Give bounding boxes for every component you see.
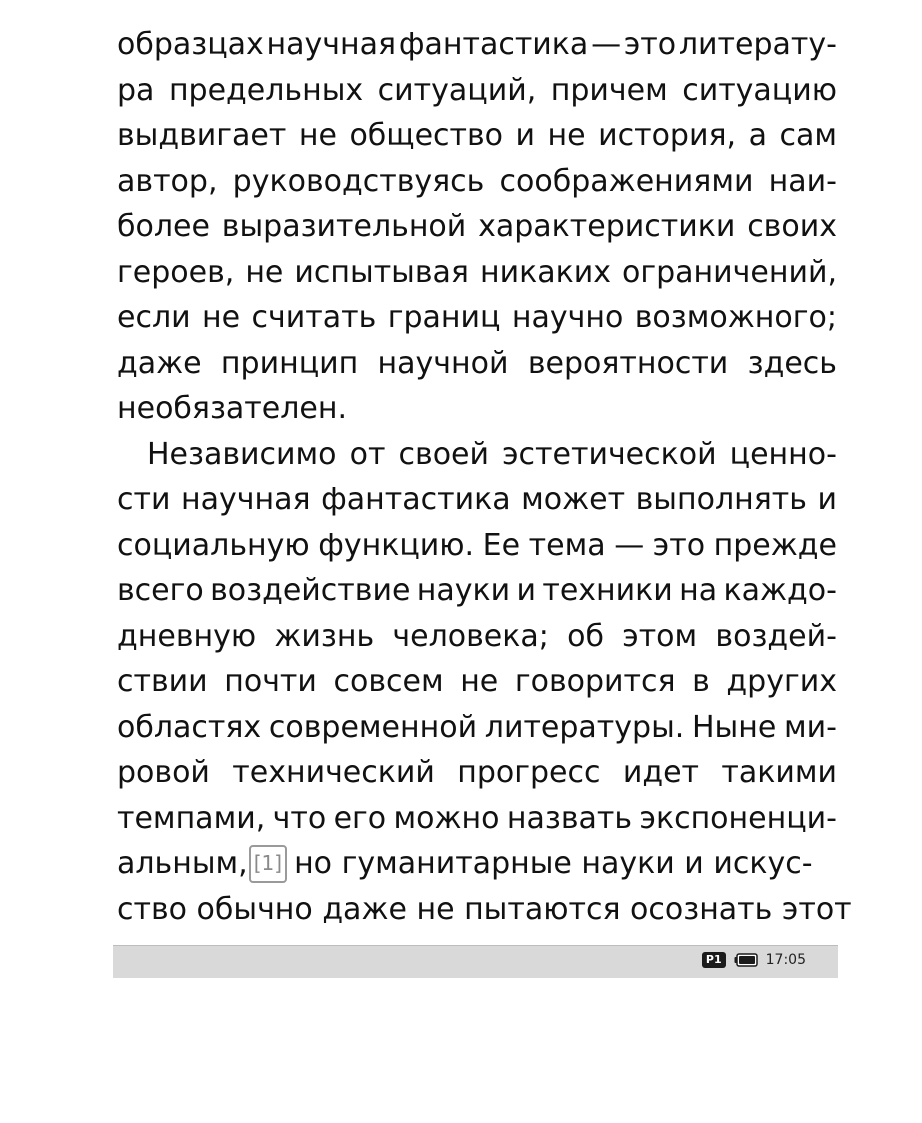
word: если [117,300,191,335]
word: эстетической [502,436,717,472]
text-line: ство обычно даже не пытаются осознать этот [117,891,852,927]
text-line [117,22,837,68]
word: здесь [747,345,837,381]
word: других [726,664,837,699]
text-line: необязателен. [117,391,348,426]
word: своих [747,209,837,244]
footnote-link[interactable]: [1] [249,845,287,883]
text-line [117,204,837,250]
word: считать [251,300,377,335]
text-line [117,523,837,569]
page-badge: P1 [702,952,726,968]
word: тема [528,527,606,563]
text-line [117,477,837,523]
word: — [614,527,645,563]
clock: 17:05 [765,952,806,968]
word: такими [721,755,837,790]
word: говорится [514,664,676,699]
word: возможного; [634,300,837,335]
word: ситуаций, [377,72,537,108]
word: этом [622,618,698,654]
word: научная [181,482,311,517]
word: это [623,27,677,62]
word: не [460,664,499,699]
word: ра [117,72,155,108]
text-line [117,614,837,660]
word: — [591,27,622,62]
word: выразительной [221,209,467,244]
word: ми- [784,709,837,745]
word: всего [117,573,204,608]
word: образцах [117,27,264,62]
word: героев, [117,254,235,290]
word: выдвигает [117,118,287,153]
word: человека; [392,618,549,654]
word: характеристики [478,209,736,244]
word: дневную [117,618,257,654]
word: почти [224,664,317,699]
text-line-with-footnote [117,841,837,887]
word: литературы. [484,709,685,745]
word: не [202,300,241,335]
text-line [117,432,837,478]
word: научная [266,27,397,62]
text-line [117,341,837,387]
word: автор, [117,163,218,199]
word: и [817,482,837,517]
word: ограничений, [622,254,837,290]
text-fragment: альным, [117,846,248,881]
word: техники [542,573,673,608]
word: фантастика [321,482,511,517]
word: совсем [333,664,444,699]
word: воздействие [210,573,411,608]
text-line [117,295,837,341]
word: не [298,118,337,153]
word: научной [377,345,509,381]
word: никаких [480,254,611,290]
word: от [349,436,386,472]
text-fragment: но гуманитарные науки и искус- [294,846,813,881]
word: ситуацию [682,72,837,108]
word: предельных [168,72,364,108]
text-line [117,113,837,159]
word: экспоненци- [639,800,837,836]
word: история, [598,118,737,153]
word: идет [622,755,699,790]
word: технический [232,755,435,790]
word: на [679,573,718,608]
word: литерату- [678,27,837,62]
word: об [567,618,604,654]
word: науки [416,573,511,608]
text-line [117,68,837,114]
word: Ее [482,527,521,563]
word: современной [268,709,478,745]
word: не [245,254,284,290]
word: наи- [768,163,837,199]
word: причем [550,72,668,108]
word: и [515,118,536,153]
word: даже [117,345,202,381]
word: не [547,118,586,153]
book-text [117,22,852,932]
word: Ныне [691,709,777,745]
word: можно [393,800,500,836]
word: назвать [506,800,633,836]
word: более [117,209,210,244]
text-line [117,705,837,751]
status-bar [113,945,838,978]
word: выполнять [635,482,807,517]
text-line [117,796,837,842]
text-line [117,250,837,296]
word: своей [398,436,489,472]
word: областях [117,709,262,745]
word: вероятности [527,345,729,381]
word: фантастика [398,27,589,62]
word: соображениями [499,163,754,199]
word: сам [779,118,837,153]
word: функцию. [318,527,475,563]
status-indicators [702,952,806,968]
word: в [692,664,710,699]
word: границ [387,300,501,335]
word: общество [349,118,504,153]
word: а [748,118,767,153]
word: что [272,800,327,836]
word: может [521,482,626,517]
text-line [117,568,837,614]
text-line [117,159,837,205]
battery-icon [734,953,758,967]
word: воздей- [715,618,837,654]
word: его [333,800,387,836]
word: социальную [117,527,310,563]
word: научно [511,300,624,335]
word: сти [117,482,171,517]
text-line [117,659,837,705]
word: темпами, [117,800,266,836]
word: ровой [117,755,210,790]
word: прежде [713,527,837,563]
word: ствии [117,664,208,699]
word: руководствуясь [232,163,485,199]
word: испытывая [294,254,469,290]
word: и [516,573,536,608]
word: ценно- [729,436,837,472]
word: принцип [220,345,359,381]
word: каждо- [723,573,837,608]
text-line [117,750,837,796]
word: Независимо [147,436,337,472]
word: это [652,527,706,563]
word: прогресс [457,755,601,790]
word: жизнь [274,618,375,654]
